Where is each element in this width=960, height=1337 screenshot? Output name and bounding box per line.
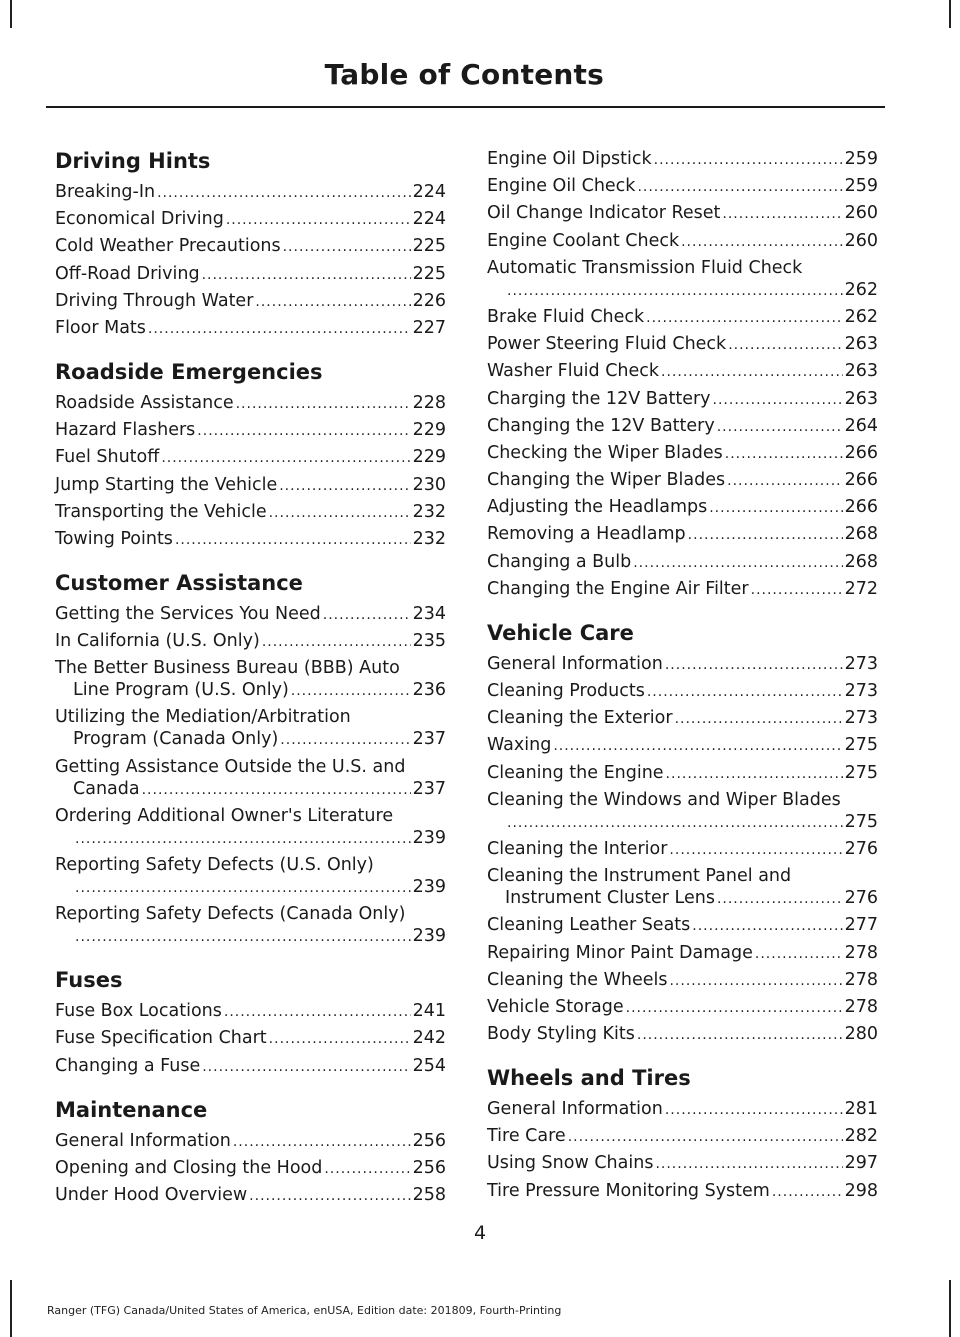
toc-entry[interactable] [487,653,878,676]
dot-leader [75,828,411,850]
dot-leader [675,708,843,730]
toc-entry[interactable] [55,528,446,551]
toc-entry-page: 297 [844,1153,878,1174]
toc-entry[interactable] [55,1157,446,1180]
toc-entry-page: 273 [844,708,878,729]
dot-leader [233,1131,411,1153]
toc-entry-page: 275 [844,811,878,832]
toc-entry-page: 266 [844,497,878,518]
toc-entry-title: Engine Oil Check [487,176,636,197]
dot-leader [507,280,843,302]
section-heading: Maintenance [55,1097,208,1122]
toc-entry-page: 282 [844,1126,878,1147]
toc-entry-title: Body Styling Kits [487,1024,635,1045]
toc-entry[interactable] [55,392,446,415]
dot-leader [655,1153,842,1175]
toc-entry-page: 272 [844,578,878,599]
toc-entry[interactable] [55,474,446,497]
toc-entry[interactable] [55,235,446,258]
toc-entry-title: In California (U.S. Only) [55,631,260,652]
toc-entry-title: Tire Pressure Monitoring System [487,1180,770,1201]
toc-entry-title: Hazard Flashers [55,420,196,441]
dot-leader [175,529,411,551]
dot-leader [226,209,411,231]
toc-entry-page: 256 [412,1130,446,1151]
section-heading: Roadside Emergencies [55,359,323,384]
toc-entry[interactable] [487,175,878,198]
toc-entry-title: Cleaning the Windows and Wiper Blades [487,789,841,810]
toc-entry[interactable] [55,1184,446,1207]
dot-leader [255,291,410,313]
toc-entry[interactable] [55,446,446,469]
toc-entry-page: 226 [412,290,446,311]
toc-entry[interactable] [487,762,878,785]
dot-leader [654,149,843,171]
crop-mark [10,1280,12,1337]
toc-entry[interactable] [487,789,878,834]
toc-entry[interactable] [487,578,878,601]
dot-leader [269,502,411,524]
toc-entry[interactable] [55,706,446,751]
toc-entry[interactable] [487,942,878,965]
header-rule [46,106,885,108]
toc-entry-title: Towing Points [55,528,173,549]
dot-leader [197,420,410,442]
toc-entry-title: Oil Change Indicator Reset [487,203,721,224]
toc-section [55,1098,446,1207]
toc-entry-title: Engine Coolant Check [487,230,680,251]
dot-leader [224,1001,411,1023]
toc-entry-page: 232 [412,501,446,522]
toc-entry-title: Charging the 12V Battery [487,388,711,409]
dot-leader [157,182,411,204]
toc-entry-title: Waxing [487,735,552,756]
toc-section [487,1066,878,1203]
toc-entry-title: Driving Through Water [55,290,254,311]
toc-entry-page: 273 [844,653,878,674]
toc-entry[interactable] [55,805,446,850]
toc-entry-title: Cleaning the Exterior [487,708,673,729]
toc-entry-page: 266 [844,470,878,491]
toc-entry[interactable] [487,257,878,302]
toc-entry-page: 298 [844,1180,878,1201]
toc-entry-title: Repairing Minor Paint Damage [487,942,753,963]
toc-entry-title: Vehicle Storage [487,996,624,1017]
toc-entry-page: 278 [844,942,878,963]
toc-entry-title: Ordering Additional Owner's Literature [55,805,394,826]
toc-left-column [55,138,446,1227]
toc-entry[interactable] [55,290,446,313]
toc-entry-title: The Better Business Bureau (BBB) Auto [55,658,400,679]
dot-leader [568,1126,843,1148]
toc-entry[interactable] [55,854,446,899]
toc-entry-title: Power Steering Fluid Check [487,334,727,355]
toc-entry-title: Automatic Transmission Fluid Check [487,257,803,278]
toc-entry[interactable] [487,865,878,910]
toc-entry-title: Off-Road Driving [55,263,200,284]
dot-leader [283,236,411,258]
toc-entry-page: 232 [412,528,446,549]
toc-entry-title: Reporting Safety Defects (Canada Only) [55,904,406,925]
toc-entry-page: 278 [844,996,878,1017]
toc-entry-title: Removing a Headlamp [487,524,686,545]
dot-leader [751,579,843,601]
toc-entry-page: 273 [844,681,878,701]
toc-entry-page: 236 [412,680,446,701]
toc-entry-title: Getting the Services You Need [55,603,321,624]
page-title: Table of Contents [324,58,604,91]
toc-entry-page: 280 [844,1024,878,1045]
dot-leader [161,447,410,469]
section-heading: Wheels and Tires [487,1066,691,1091]
toc-entry-page: 268 [844,551,878,572]
toc-entry-title: General Information [55,1130,231,1151]
toc-entry-title: Reporting Safety Defects (U.S. Only) [55,855,374,875]
toc-entry-title: Engine Oil Dipstick [487,149,652,169]
toc-entry-title: Jump Starting the Vehicle [55,474,278,495]
dot-leader [709,497,842,519]
toc-entry-page: 239 [412,827,446,848]
toc-entry[interactable] [55,657,446,702]
section-heading: Vehicle Care [487,620,634,645]
toc-entry-page: 263 [844,388,878,409]
toc-entry-page: 281 [844,1099,878,1120]
toc-entry-title: Adjusting the Headlamps [487,497,708,518]
section-heading: Driving Hints [55,149,211,173]
toc-entry-title: Cleaning Leather Seats [487,915,691,936]
toc-entry-page: 262 [844,279,878,300]
dot-leader [727,470,842,492]
dot-leader [725,443,843,465]
toc-entry[interactable] [487,1023,878,1046]
toc-entry-page: 254 [412,1055,446,1076]
toc-entry-page: 224 [412,209,446,230]
toc-entry[interactable] [487,202,878,225]
toc-entry-page: 259 [844,176,878,197]
toc-section [487,621,878,1046]
toc-entry-page: 260 [844,203,878,224]
dot-leader [148,318,411,340]
toc-entry[interactable] [487,1180,878,1203]
toc-entry-title: Utilizing the Mediation/Arbitration [55,707,351,728]
dot-leader [647,681,843,703]
dot-leader [269,1028,411,1050]
toc-entry[interactable] [55,1130,446,1153]
dot-leader [553,735,842,757]
toc-entry-page: 241 [412,1001,446,1022]
page-number: 4 [473,1222,487,1244]
toc-entry-page: 242 [412,1028,446,1049]
toc-entry-page: 263 [844,361,878,382]
toc-entry-title: Fuse Specification Chart [55,1028,267,1049]
dot-leader [669,970,842,992]
toc-entry[interactable] [55,181,446,204]
toc-entry-title: Changing the Wiper Blades [487,470,726,491]
toc-entry-page: 264 [844,415,878,436]
toc-entry-title: Opening and Closing the Hood [55,1157,323,1178]
toc-entry[interactable] [487,969,878,992]
toc-section [487,148,878,601]
toc-entry-page: 278 [844,969,878,990]
toc-entry-title: Fuel Shutoff [55,447,160,468]
footer-edition-info: Ranger (TFG) Canada/United States of America, enUSA, Edition date: 201809, Fourth-Printing [47,1304,562,1317]
toc-entry-page: 225 [412,236,446,257]
toc-entry[interactable] [487,360,878,383]
toc-entry-page: 259 [844,149,878,169]
toc-entry-page: 258 [412,1184,446,1205]
toc-entry-title: Cleaning Products [487,681,645,701]
dot-leader [323,604,411,626]
toc-entry[interactable] [487,306,878,329]
dot-leader [633,552,842,574]
dot-leader [249,1185,410,1207]
dot-leader [75,926,411,948]
toc-entry-page: 276 [844,838,878,859]
toc-entry[interactable] [487,415,878,438]
toc-entry-title: Getting Assistance Outside the U.S. and [55,756,406,777]
toc-right-column [487,138,878,1223]
toc-entry-title: Using Snow Chains [487,1153,654,1174]
dot-leader [717,416,843,438]
toc-entry[interactable] [55,501,446,524]
toc-entry-page: 266 [844,442,878,463]
toc-entry-page: 229 [412,420,446,441]
dot-leader [626,997,843,1019]
toc-entry-title: Economical Driving [55,209,224,230]
toc-entry[interactable] [55,1027,446,1050]
toc-entry-page: 225 [412,263,446,284]
dot-leader [202,264,411,286]
toc-entry-page: 235 [412,631,446,652]
toc-entry[interactable] [487,551,878,574]
toc-entry-title: Changing the Engine Air Filter [487,578,749,599]
dot-leader [713,389,843,411]
toc-entry[interactable] [487,442,878,465]
toc-entry[interactable] [55,630,446,653]
toc-entry-title: General Information [487,1099,663,1120]
dot-leader [646,307,842,329]
dot-leader [666,763,843,785]
toc-section [55,360,446,551]
toc-entry[interactable] [55,263,446,286]
toc-entry-page: 228 [412,392,446,413]
crop-mark [10,0,12,28]
toc-section [55,968,446,1077]
toc-entry-page: 224 [412,182,446,202]
section-heading: Fuses [55,968,123,993]
dot-leader [280,729,410,751]
toc-section [55,149,446,340]
dot-leader [262,631,411,653]
toc-entry-page: 275 [844,762,878,783]
dot-leader [755,943,843,965]
dot-leader [665,654,843,676]
toc-entry[interactable] [487,333,878,356]
toc-entry-title: General Information [487,653,663,674]
dot-leader [692,915,842,937]
toc-entry-title: Cleaning the Engine [487,762,664,783]
dot-leader [637,1024,843,1046]
toc-entry-title: Cleaning the Instrument Panel and [487,866,792,887]
toc-entry[interactable] [487,1098,878,1121]
toc-entry[interactable] [55,603,446,626]
dot-leader [669,839,842,861]
toc-entry-title: Under Hood Overview [55,1184,248,1205]
toc-entry[interactable] [487,469,878,492]
toc-entry-page: 237 [412,729,446,750]
crop-mark [949,1280,951,1337]
toc-entry-page: 275 [844,735,878,756]
toc-entry-title: Floor Mats [55,317,146,338]
dot-leader [722,203,842,225]
toc-entry-page: 239 [412,877,446,897]
toc-entry-title: Cleaning the Interior [487,838,668,859]
toc-entry[interactable] [55,1000,446,1023]
toc-entry-title: Breaking-In [55,182,156,202]
dot-leader [661,361,843,383]
toc-entry-page: 237 [412,778,446,799]
toc-entry-page: 227 [412,317,446,338]
toc-entry[interactable] [55,419,446,442]
dot-leader [728,334,842,356]
toc-entry-page: 263 [844,334,878,355]
toc-entry[interactable] [55,317,446,340]
toc-entry-page: 230 [412,474,446,495]
section-heading: Customer Assistance [55,570,303,595]
toc-entry[interactable] [487,523,878,546]
dot-leader [142,779,411,801]
toc-entry-title: Canada [73,778,140,799]
toc-entry[interactable] [487,734,878,757]
toc-entry[interactable] [55,903,446,948]
toc-entry-page: 268 [844,524,878,545]
toc-entry[interactable] [487,230,878,253]
toc-entry-page: 229 [412,447,446,468]
dot-leader [279,475,410,497]
toc-entry[interactable] [55,756,446,801]
toc-entry-title: Changing a Fuse [55,1055,201,1076]
toc-entry-title: Program (Canada Only) [73,729,279,750]
toc-entry[interactable] [487,680,878,703]
toc-entry-title: Instrument Cluster Lens [505,888,715,909]
toc-entry[interactable] [487,1152,878,1175]
toc-entry[interactable] [55,208,446,231]
dot-leader [324,1158,410,1180]
toc-entry[interactable] [487,1125,878,1148]
toc-entry[interactable] [487,388,878,411]
toc-entry-title: Roadside Assistance [55,392,234,413]
dot-leader [665,1099,843,1121]
toc-entry-page: 277 [844,915,878,936]
toc-entry-page: 276 [844,888,878,909]
toc-entry-title: Cold Weather Precautions [55,236,281,257]
toc-entry-title: Transporting the Vehicle [55,501,267,522]
dot-leader [688,524,843,546]
dot-leader [291,680,411,702]
toc-entry-title: Changing a Bulb [487,551,632,572]
toc-section [55,571,446,948]
toc-entry-title: Fuse Box Locations [55,1001,222,1022]
toc-entry-title: Checking the Wiper Blades [487,442,723,463]
toc-entry[interactable] [487,148,878,171]
toc-entry[interactable] [487,996,878,1019]
dot-leader [681,231,842,253]
toc-entry-page: 239 [412,926,446,947]
toc-entry[interactable] [487,496,878,519]
toc-entry[interactable] [55,1055,446,1078]
dot-leader [202,1056,410,1078]
dot-leader [75,877,411,899]
dot-leader [236,393,411,415]
toc-entry[interactable] [487,914,878,937]
toc-entry-title: Cleaning the Wheels [487,969,668,990]
crop-mark [949,0,951,28]
toc-entry[interactable] [487,838,878,861]
dot-leader [772,1181,843,1203]
dot-leader [637,176,842,198]
dot-leader [717,888,843,910]
toc-entry-title: Tire Care [487,1126,566,1147]
toc-entry-page: 234 [412,603,446,624]
toc-entry-page: 256 [412,1157,446,1178]
toc-entry-page: 262 [844,306,878,327]
toc-entry-title: Line Program (U.S. Only) [73,680,289,701]
toc-entry-title: Brake Fluid Check [487,306,645,327]
toc-entry[interactable] [487,707,878,730]
toc-entry-title: Changing the 12V Battery [487,415,715,436]
toc-entry-page: 260 [844,230,878,251]
toc-entry-title: Washer Fluid Check [487,361,660,382]
dot-leader [507,812,843,834]
